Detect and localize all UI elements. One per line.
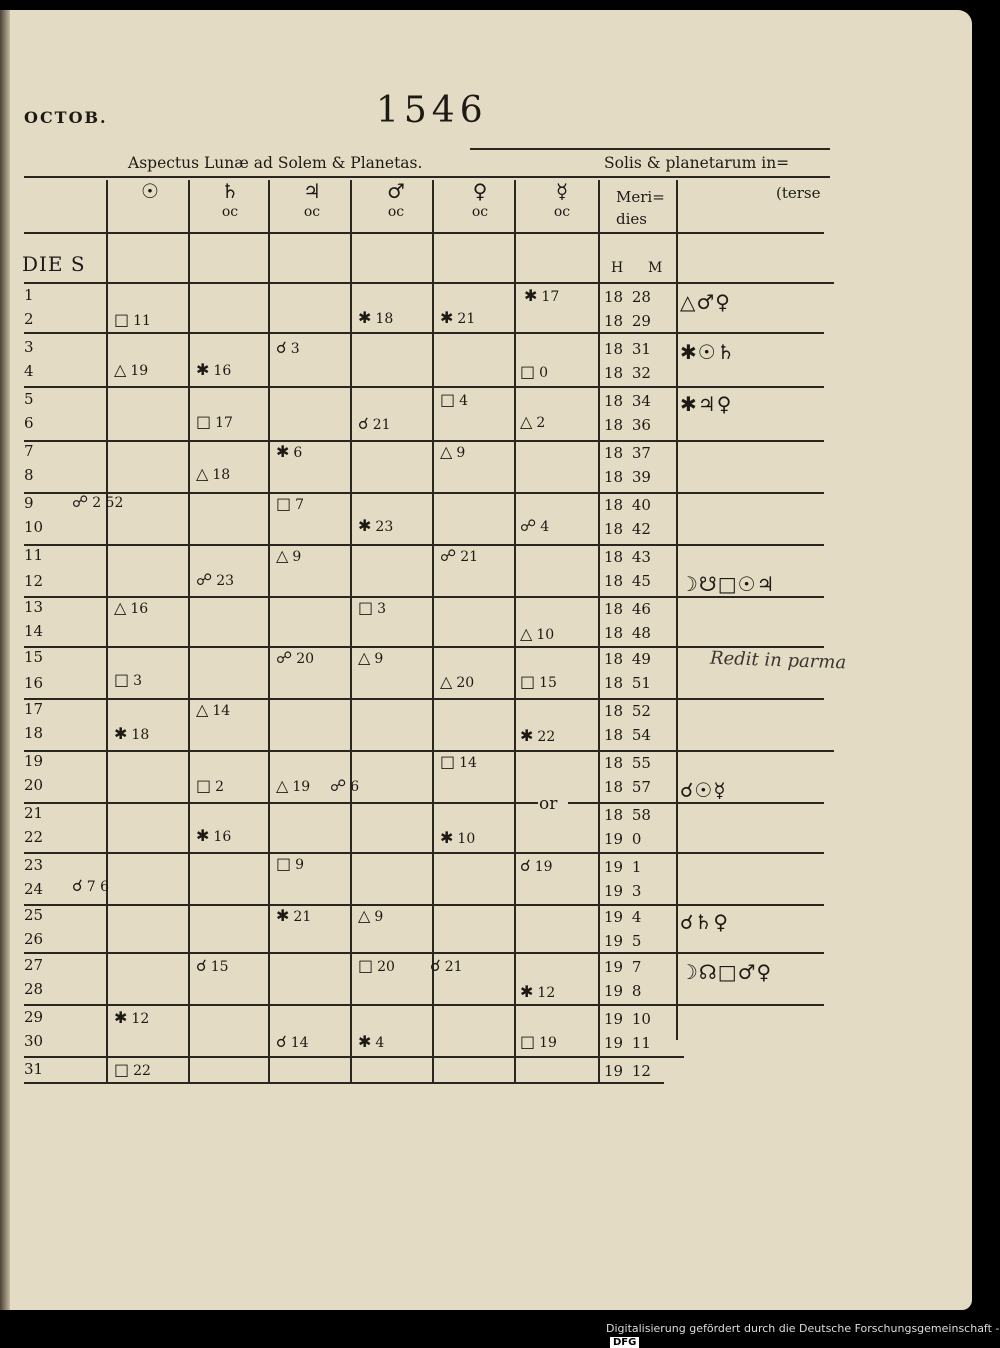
day-number: 1: [24, 286, 34, 304]
day-number: 8: [24, 466, 34, 484]
day-number: 13: [24, 598, 44, 616]
ingress-note: △♂♀: [680, 290, 731, 314]
day-number: 18: [24, 724, 44, 742]
meridies-time: 18 57: [604, 778, 651, 796]
aspect-cell: ☍ 6: [330, 776, 360, 795]
header-rule: [24, 176, 830, 178]
meridies-time: 18 45: [604, 572, 651, 590]
column-head-saturn: ♄ oc: [190, 180, 270, 222]
dies-rule: [24, 282, 834, 284]
meridies-time: 18 29: [604, 312, 651, 330]
aspect-cell: □ 9: [276, 854, 305, 873]
col-rule: [676, 180, 678, 1040]
aspect-cell: △ 19: [114, 360, 149, 379]
aspect-cell: □ 15: [520, 672, 557, 691]
row-rule: [24, 332, 824, 334]
ingress-note: ☽☋□☉♃: [680, 572, 776, 596]
footer-text: Digitalisierung gefördert durch die Deutsche Forschungsgemeinschaft -: [606, 1322, 1000, 1335]
day-number: 7: [24, 442, 34, 460]
aspect-cell: △ 20: [440, 672, 475, 691]
column-head-mercury: ☿ oc: [522, 180, 602, 222]
venus-symbol: ♀: [472, 179, 488, 203]
aspect-cell: △ 16: [114, 598, 149, 617]
aspect-cell: ☌ 21: [430, 956, 463, 975]
aspect-cell: ☍ 21: [440, 546, 479, 565]
aspect-cell: ✱ 16: [196, 360, 232, 379]
day-number: 26: [24, 930, 44, 948]
meridies-time: 18 58: [604, 806, 651, 824]
aspect-cell: △ 9: [358, 906, 384, 925]
saturn-symbol: ♄: [221, 179, 239, 203]
meridies-time: 18 48: [604, 624, 651, 642]
day-number: 6: [24, 414, 34, 432]
aspect-cell: ✱ 21: [440, 308, 476, 327]
day-number: 17: [24, 700, 44, 718]
subheader-rule: [24, 232, 824, 234]
row-rule: [24, 1082, 664, 1084]
aspect-cell: ✱ 16: [196, 826, 232, 845]
day-number: 25: [24, 906, 44, 924]
day-number: 29: [24, 1008, 44, 1026]
day-number: 30: [24, 1032, 44, 1050]
aspect-cell: □ 19: [520, 1032, 557, 1051]
aspect-cell: ☍ 23: [196, 570, 235, 589]
aspect-cell: □ 11: [114, 310, 151, 329]
aspect-table-title: Aspectus Lunæ ad Solem & Planetas.: [128, 154, 423, 172]
row-rule: [24, 1004, 824, 1006]
day-number: 31: [24, 1060, 44, 1078]
row-rule: [24, 852, 824, 854]
aspect-cell: □ 20: [358, 956, 395, 975]
aspect-cell: ☍ 4: [520, 516, 550, 535]
meridies-header: Meri= dies: [616, 188, 665, 228]
aspect-cell: ✱ 23: [358, 516, 394, 535]
day-number: 28: [24, 980, 44, 998]
meridies-time: 18 39: [604, 468, 651, 486]
day-number: 21: [24, 804, 44, 822]
day-number: 24: [24, 880, 44, 898]
dies-label: DIE S: [22, 252, 86, 276]
aspect-cell: ✱ 21: [276, 906, 312, 925]
row-rule: [24, 1056, 684, 1058]
meridies-time: 18 51: [604, 674, 651, 692]
day-number: 5: [24, 390, 34, 408]
aspect-cell: □ 7: [276, 494, 305, 513]
day-number: 16: [24, 674, 44, 692]
meridies-time: 19 11: [604, 1034, 651, 1052]
sun-symbol: ☉: [141, 179, 159, 203]
day-number: 11: [24, 546, 44, 564]
col-rule: [350, 180, 352, 1082]
aspect-cell: ☌ 21: [358, 414, 391, 433]
meridies-time: 18 37: [604, 444, 651, 462]
handwritten-annotation: Redit in parma: [709, 647, 847, 674]
meridies-time: 18 42: [604, 520, 651, 538]
meridies-time: 18 49: [604, 650, 651, 668]
aspect-cell: □ 0: [520, 362, 549, 381]
day-number: 3: [24, 338, 34, 356]
meridies-time: 18 40: [604, 496, 651, 514]
aspect-cell: □ 17: [196, 412, 233, 431]
meridies-time: 18 54: [604, 726, 651, 744]
mars-symbol: ♂: [387, 179, 405, 203]
meridies-time: 19 5: [604, 932, 642, 950]
row-rule: [24, 698, 824, 700]
row-rule: [24, 802, 538, 804]
day-number: 19: [24, 752, 44, 770]
sun-aspect-day24: ☌ 7 6: [72, 876, 110, 895]
meridies-time: 18 34: [604, 392, 651, 410]
row-rule: [24, 646, 824, 648]
ingress-note: ✱☉♄: [680, 340, 736, 364]
aspect-cell: □ 14: [440, 752, 477, 771]
col-rule: [268, 180, 270, 1082]
book-spine-shadow: [0, 10, 10, 1310]
column-head-jupiter: ♃ oc: [272, 180, 352, 222]
aspect-cell: △ 9: [276, 546, 302, 565]
ingress-table-title-cont: (terse: [776, 184, 821, 202]
aspect-cell: △ 18: [196, 464, 231, 483]
meridies-time: 18 52: [604, 702, 651, 720]
meridies-time: 18 32: [604, 364, 651, 382]
aspect-cell: ✱ 12: [520, 982, 556, 1001]
aspect-cell: □ 2: [196, 776, 225, 795]
row-rule: [24, 544, 824, 546]
almanac-page: [0, 10, 972, 1310]
day-number: 2: [24, 310, 34, 328]
aspect-cell: ☌ 15: [196, 956, 229, 975]
day-number: 27: [24, 956, 44, 974]
meridies-time: 19 1: [604, 858, 642, 876]
aspect-cell: ☌ 14: [276, 1032, 309, 1051]
aspect-cell: ✱ 18: [114, 724, 150, 743]
aspect-cell: △ 14: [196, 700, 231, 719]
aspect-cell: ✱ 10: [440, 828, 476, 847]
jupiter-symbol: ♃: [303, 179, 321, 203]
col-rule: [106, 180, 108, 1082]
col-rule: [598, 180, 600, 1082]
row-rule: [24, 386, 824, 388]
day-number: 15: [24, 648, 44, 666]
aspect-cell: ☌ 3: [276, 338, 300, 357]
meridies-time: 19 8: [604, 982, 642, 1000]
col-rule: [188, 180, 190, 1082]
day-number: 10: [24, 518, 44, 536]
aspect-cell: ☌ 19: [520, 856, 553, 875]
day-number: 22: [24, 828, 44, 846]
row-rule: [24, 750, 834, 752]
day-number: 20: [24, 776, 44, 794]
ingress-note: ☽☊□♂♀: [680, 960, 773, 984]
meridies-time: 19 0: [604, 830, 642, 848]
mercury-symbol: ☿: [555, 179, 569, 203]
meridies-time: 19 10: [604, 1010, 651, 1028]
aspect-cell: ✱ 4: [358, 1032, 385, 1051]
aspect-cell: △ 10: [520, 624, 555, 643]
ingress-note: ☌☉☿: [680, 778, 727, 802]
meridies-time: 19 4: [604, 908, 642, 926]
meridies-time: 18 46: [604, 600, 651, 618]
column-head-mars: ♂ oc: [356, 180, 436, 222]
aspect-cell: △ 9: [358, 648, 384, 667]
day-number: 9: [24, 494, 34, 512]
aspect-cell: △ 9: [440, 442, 466, 461]
hour-label: H: [611, 260, 624, 276]
day-number: 12: [24, 572, 44, 590]
meridies-time: 18 43: [604, 548, 651, 566]
day-number: 4: [24, 362, 34, 380]
top-rule: [470, 148, 830, 150]
row-rule: [24, 440, 824, 442]
aspect-cell: □ 22: [114, 1060, 151, 1079]
ingress-note: ✱♃♀: [680, 392, 733, 416]
aspect-cell: □ 3: [114, 670, 143, 689]
meridies-time: 18 55: [604, 754, 651, 772]
aspect-cell: ✱ 17: [524, 286, 560, 305]
meridies-time: 19 3: [604, 882, 642, 900]
aspect-cell: ☍ 20: [276, 648, 315, 667]
sun-aspect-day9: ☍ 2 52: [72, 492, 124, 511]
aspect-cell: ✱ 18: [358, 308, 394, 327]
ingress-table-title: Solis & planetarum in=: [604, 154, 790, 172]
meridies-time: 18 36: [604, 416, 651, 434]
row-rule: [24, 904, 824, 906]
meridies-time: 19 7: [604, 958, 642, 976]
col-rule: [514, 180, 516, 1082]
row-rule: [24, 492, 824, 494]
year-heading: 1546: [376, 90, 488, 131]
row-rule: [568, 802, 824, 804]
digitization-footer: [606, 1322, 1000, 1348]
ingress-note: ☌♄♀: [680, 910, 729, 934]
aspect-cell: □ 4: [440, 390, 469, 409]
month-heading: OCTOB.: [24, 108, 108, 127]
column-head-venus: ♀ oc: [440, 180, 520, 222]
meridies-time: 19 12: [604, 1062, 651, 1080]
day-number: 14: [24, 622, 44, 640]
column-head-sun: [110, 180, 190, 202]
aspect-cell: △ 2: [520, 412, 546, 431]
col-rule: [432, 180, 434, 1082]
or-label: or: [539, 794, 558, 814]
meridies-time: 18 31: [604, 340, 651, 358]
aspect-cell: ✱ 12: [114, 1008, 150, 1027]
aspect-cell: ✱ 6: [276, 442, 303, 461]
aspect-cell: □ 3: [358, 598, 387, 617]
row-rule: [24, 952, 824, 954]
day-number: 23: [24, 856, 44, 874]
aspect-cell: ✱ 22: [520, 726, 556, 745]
aspect-cell: △ 19: [276, 776, 311, 795]
minute-label: M: [648, 260, 663, 276]
meridies-time: 18 28: [604, 288, 651, 306]
dfg-logo: DFG: [610, 1337, 639, 1348]
